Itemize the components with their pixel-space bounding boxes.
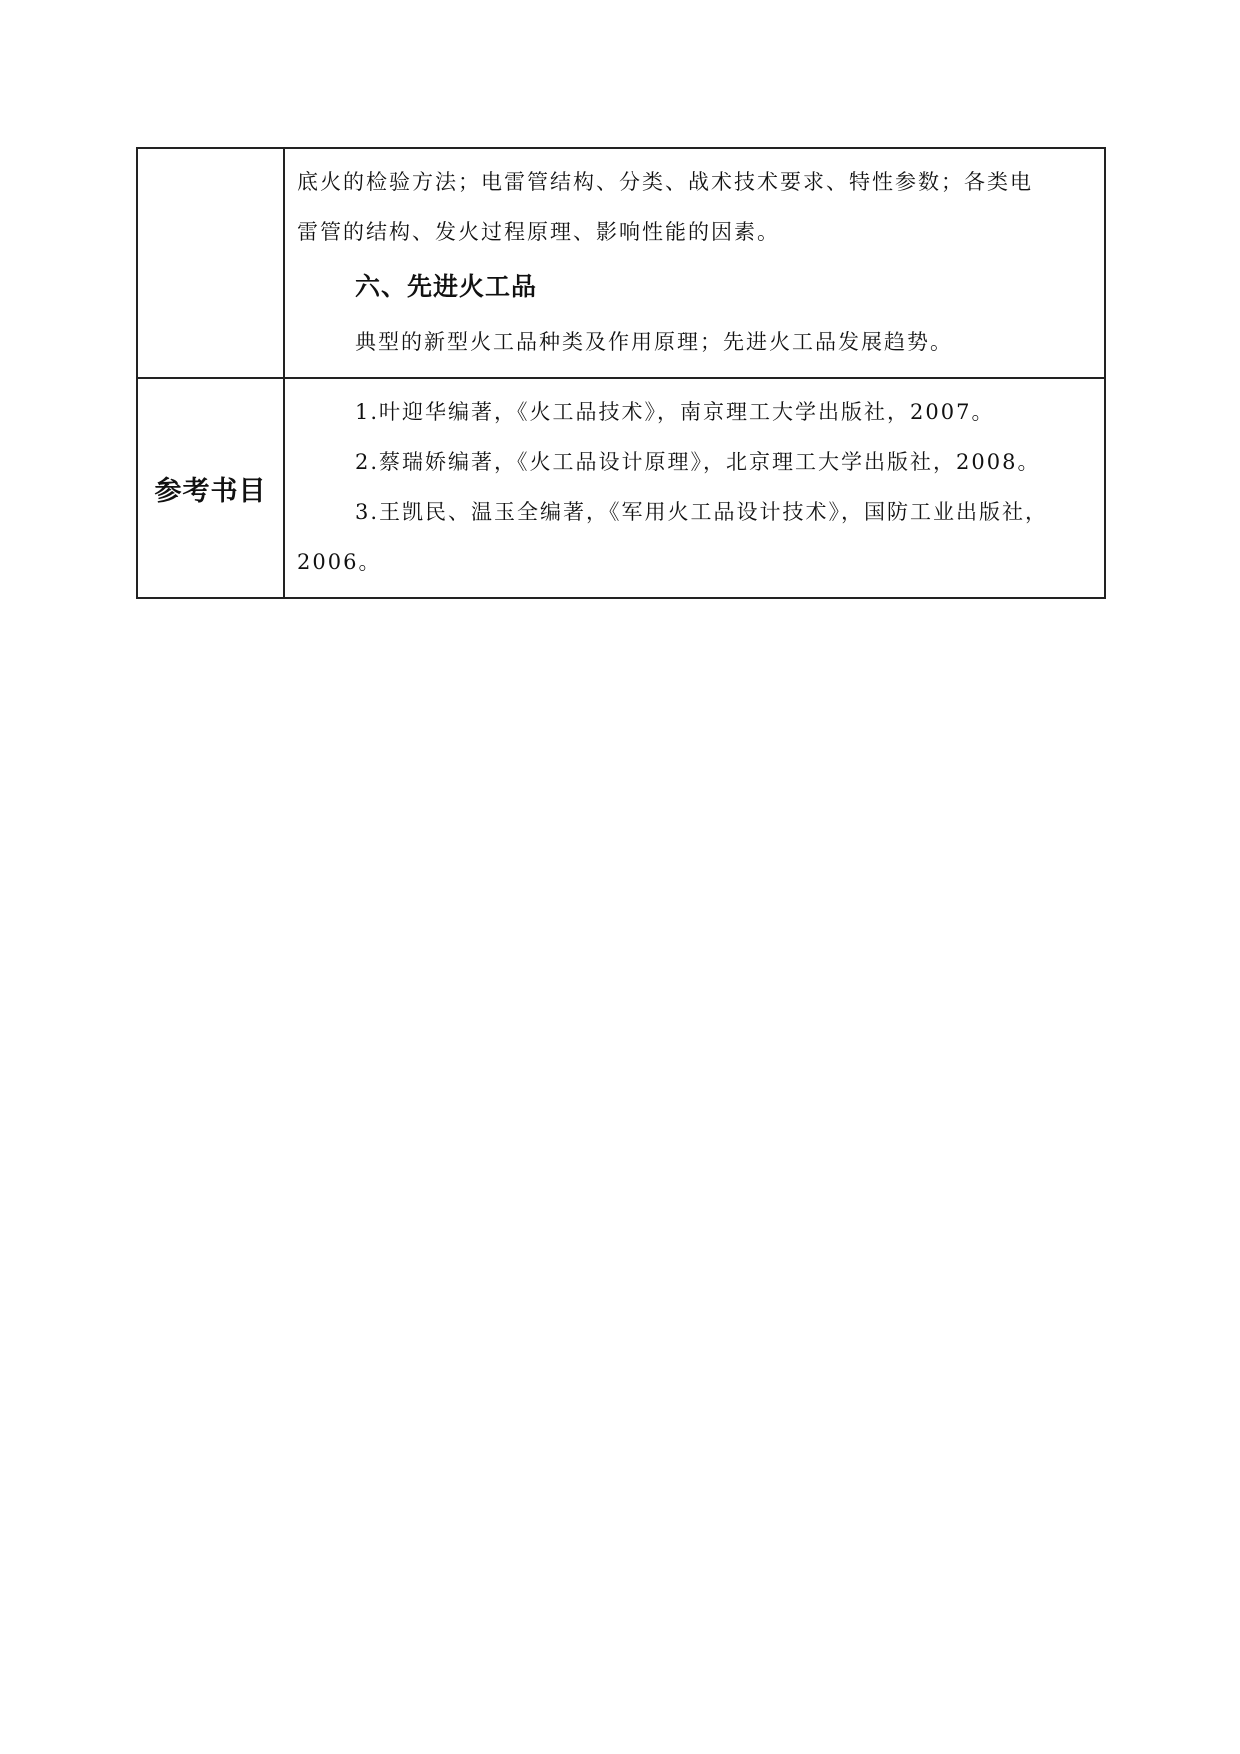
table-row-content-continuation (137, 148, 1105, 378)
references-label: 参考书目 (137, 378, 284, 598)
reference-item-1: 1.叶迎华编著，《火工品技术》，南京理工大学出版社，2007。 (355, 400, 995, 424)
reference-item-3-continuation: 2006。 (297, 550, 382, 574)
section-text: 典型的新型火工品种类及作用原理；先进火工品发展趋势。 (355, 330, 953, 354)
reference-item-2: 2.蔡瑞娇编著，《火工品设计原理》，北京理工大学出版社，2008。 (355, 450, 1041, 474)
table-row-references (137, 378, 1105, 598)
reference-item-3: 3.王凯民、温玉全编著，《军用火工品设计技术》，国防工业出版社， (355, 500, 1049, 524)
content-line-2: 雷管的结构、发火过程原理、影响性能的因素。 (297, 220, 780, 244)
references-cell (284, 378, 1105, 598)
content-line-1: 底火的检验方法；电雷管结构、分类、战术技术要求、特性参数；各类电 (297, 170, 1033, 194)
section-heading: 六、先进火工品 (355, 272, 538, 301)
empty-label-cell (137, 148, 284, 378)
syllabus-table (136, 147, 1106, 599)
content-cell (284, 148, 1105, 378)
